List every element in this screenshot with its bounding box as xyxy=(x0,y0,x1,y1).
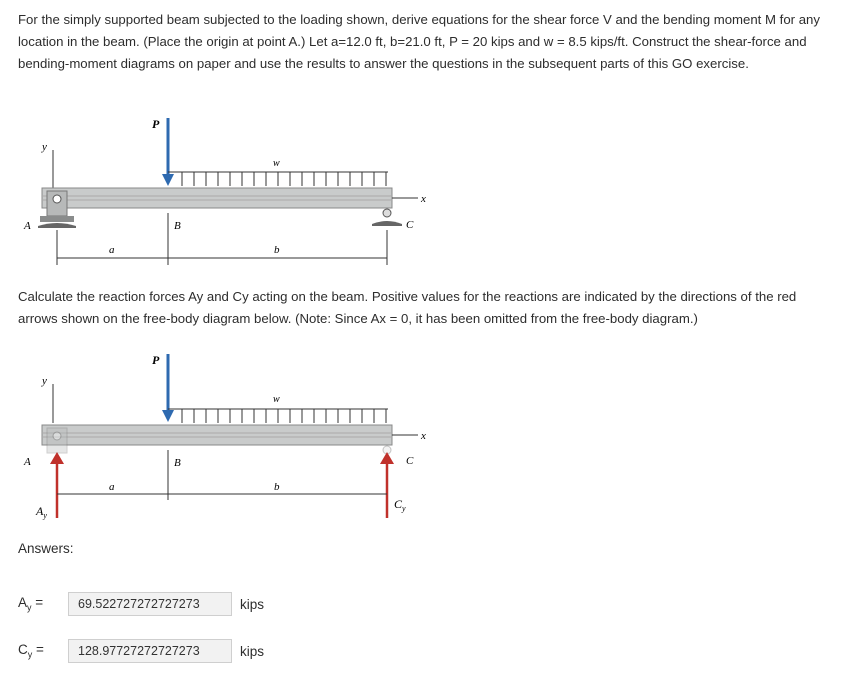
problem-statement: For the simply supported beam subjected to the loading shown, derive equations for the shear force V and the bending moment M for any location in the beam. (Place the origin at point A.) Let a=12.0 ft, b=21.0 ft, P = 20 kips and w = 8.5 kips/ft. Construct the shear-force and bending-moment diagrams on paper and use the results to answer the questions in the subsequent parts of this GO exercise. xyxy=(18,12,820,71)
x-label: x xyxy=(421,193,426,205)
dim-a-label: a xyxy=(109,481,115,493)
x-label: x xyxy=(421,430,426,442)
dim-b-label: b xyxy=(274,244,280,256)
point-b-label: B xyxy=(174,220,181,232)
beam xyxy=(42,425,392,445)
pin-support-a-ghost xyxy=(47,428,67,453)
cy-label: $C_y$ = xyxy=(18,642,44,660)
cy-unit: kips xyxy=(240,643,265,659)
point-b-label: B xyxy=(174,457,181,469)
answers-label: Answers: xyxy=(18,541,74,556)
y-label: y xyxy=(42,141,47,153)
point-c-label: C xyxy=(406,455,414,467)
reaction-cy-arrow xyxy=(380,452,394,518)
reaction-cy-label: $C_y$ xyxy=(394,497,406,513)
ay-unit: kips xyxy=(240,596,265,612)
dim-b-label: b xyxy=(274,481,280,493)
answer-row-ay xyxy=(18,592,264,616)
point-c-label: C xyxy=(406,219,414,231)
load-p-label: P xyxy=(152,117,160,131)
ay-answer-field[interactable]: 69.522727272727273 xyxy=(68,592,232,616)
load-w-label: w xyxy=(273,158,280,169)
dim-a-label: a xyxy=(109,244,115,256)
question-text: Calculate the reaction forces Ay and Cy acting on the beam. Positive values for the reactions are indicated by the directions of the red arrows shown on the free-body diagram below. (Note: Since Ax = 0, it has been omitted from the free-body diagram.) xyxy=(18,289,797,326)
distributed-load-w xyxy=(168,409,388,423)
cy-answer-field[interactable]: 128.97727272727273 xyxy=(68,639,232,663)
ay-label: $A_y$ = xyxy=(18,595,44,613)
point-a-label: A xyxy=(24,456,31,468)
reaction-ay-label: $A_y$ xyxy=(36,504,47,520)
reaction-ay-arrow xyxy=(50,452,64,518)
point-a-label: A xyxy=(24,220,31,232)
load-w-label: w xyxy=(273,394,280,405)
answer-row-cy xyxy=(18,639,264,663)
y-label: y xyxy=(42,375,47,387)
load-p-label: P xyxy=(152,353,160,367)
